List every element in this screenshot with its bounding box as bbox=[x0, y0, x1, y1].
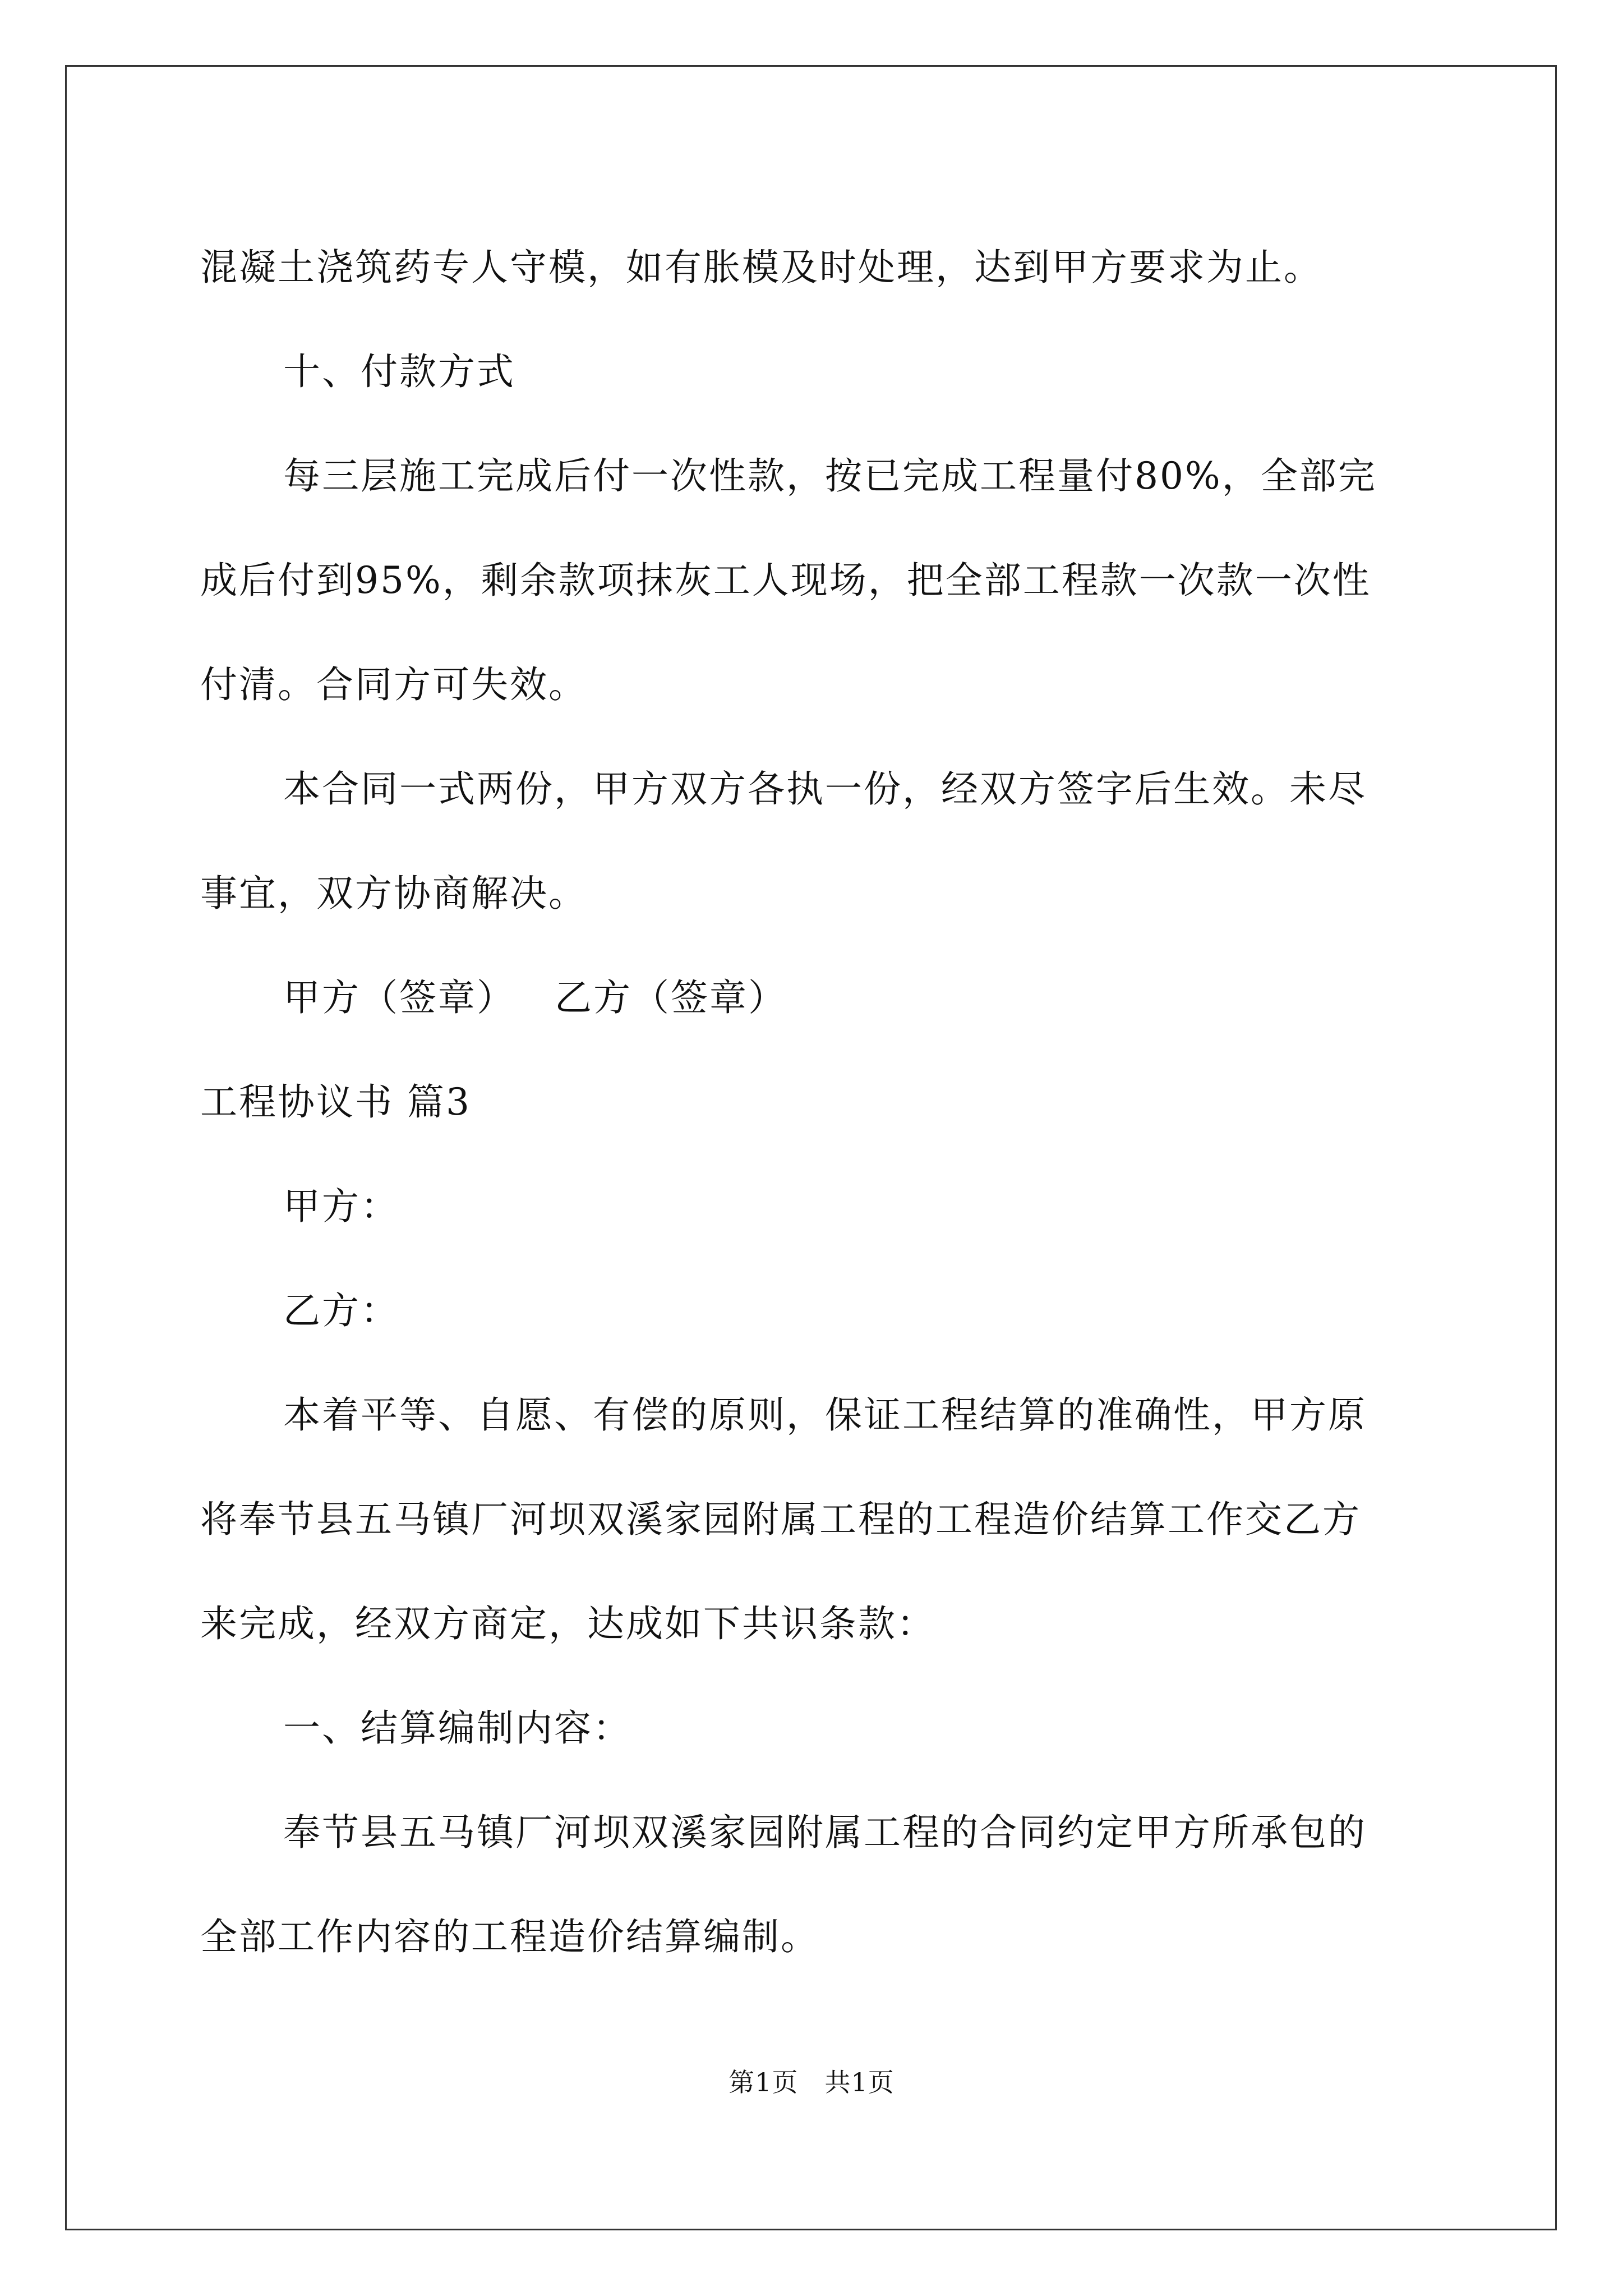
paragraph-line: 全部工作内容的工程造价结算编制。 bbox=[200, 1915, 819, 1958]
paragraph-line: 每三层施工完成后付一次性款，按已完成工程量付80%，全部完 bbox=[283, 454, 1377, 498]
section-heading-settlement: 一、结算编制内容： bbox=[283, 1706, 631, 1750]
party-a-label: 甲方： bbox=[283, 1185, 399, 1228]
paragraph-line: 本着平等、自愿、有偿的原则，保证工程结算的准确性，甲方原 bbox=[283, 1393, 1367, 1437]
paragraph-line: 奉节县五马镇厂河坝双溪家园附属工程的合同约定甲方所承包的 bbox=[283, 1811, 1367, 1854]
section-title: 工程协议书 篇3 bbox=[200, 1080, 471, 1124]
party-b-signature: 乙方（签章） bbox=[555, 976, 787, 1019]
paragraph-line: 将奉节县五马镇厂河坝双溪家园附属工程的工程造价结算工作交乙方 bbox=[200, 1498, 1361, 1541]
paragraph-line: 来完成，经双方商定，达成如下共识条款： bbox=[200, 1602, 935, 1645]
paragraph-line: 混凝土浇筑药专人守模，如有胀模及时处理，达到甲方要求为止。 bbox=[200, 246, 1322, 289]
party-a-signature: 甲方（签章） bbox=[283, 976, 515, 1019]
section-heading-payment: 十、付款方式 bbox=[283, 350, 515, 393]
paragraph-line: 本合同一式两份，甲方双方各执一份，经双方签字后生效。未尽 bbox=[283, 767, 1367, 811]
paragraph-line: 付清。合同方可失效。 bbox=[200, 663, 587, 706]
party-b-label: 乙方： bbox=[283, 1289, 399, 1332]
document-body bbox=[200, 215, 1423, 1989]
paragraph-line: 成后付到95%，剩余款项抹灰工人现场，把全部工程款一次款一次性 bbox=[200, 559, 1371, 602]
signature-line bbox=[200, 946, 1423, 1050]
page-footer: 第1页 共1页 bbox=[728, 2067, 895, 2097]
paragraph-line: 事宜，双方协商解决。 bbox=[200, 872, 587, 915]
